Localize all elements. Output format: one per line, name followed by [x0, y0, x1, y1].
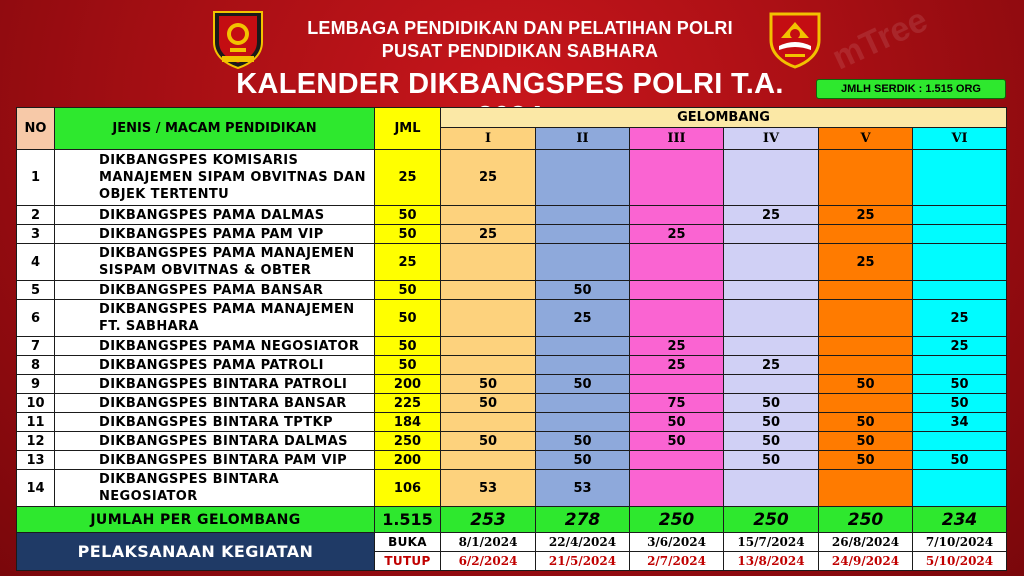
wave-iv-value — [724, 225, 819, 244]
education-type — [55, 281, 375, 300]
wave-iii-value: 25 — [630, 356, 724, 375]
summary-wave-ii: 278 — [536, 507, 630, 533]
wave-vi-value: 50 — [913, 375, 1007, 394]
buka-date-v: 26/8/2024 — [819, 533, 913, 552]
row-number: 7 — [17, 337, 55, 356]
row-number: 2 — [17, 206, 55, 225]
wave-ii-value: 53 — [536, 470, 630, 507]
wave-i-value: 50 — [441, 394, 536, 413]
wave-v-value: 25 — [819, 244, 913, 281]
summary-row — [17, 507, 1007, 533]
tutup-date-i: 6/2/2024 — [441, 552, 536, 571]
wave-iii-value — [630, 281, 724, 300]
table-row — [17, 375, 1007, 394]
wave-iv-value: 50 — [724, 394, 819, 413]
row-total: 25 — [375, 244, 441, 281]
wave-vi-value: 50 — [913, 451, 1007, 470]
education-type — [55, 206, 375, 225]
row-number: 4 — [17, 244, 55, 281]
row-total: 184 — [375, 413, 441, 432]
table-row — [17, 432, 1007, 451]
calendar-body — [17, 150, 1007, 507]
wave-ii-value — [536, 337, 630, 356]
row-total: 50 — [375, 206, 441, 225]
wave-v-value — [819, 225, 913, 244]
wave-v-value: 25 — [819, 206, 913, 225]
buka-date-iv: 15/7/2024 — [724, 533, 819, 552]
wave-iii-value: 50 — [630, 413, 724, 432]
wave-i-value — [441, 413, 536, 432]
wave-iv-value — [724, 300, 819, 337]
wave-iii-value: 25 — [630, 225, 724, 244]
education-type-line: OBJEK TERTENTU — [99, 187, 230, 202]
row-total: 106 — [375, 470, 441, 507]
watermark: mTree — [826, 0, 934, 78]
row-number: 11 — [17, 413, 55, 432]
education-type-line: DIKBANGSPES PAMA NEGOSIATOR — [99, 338, 360, 354]
header-wave-vi: VI — [913, 128, 1007, 150]
summary-wave-iv: 250 — [724, 507, 819, 533]
wave-i-value — [441, 300, 536, 337]
wave-i-value — [441, 451, 536, 470]
row-total: 50 — [375, 356, 441, 375]
row-total: 200 — [375, 375, 441, 394]
education-type — [55, 394, 375, 413]
summary-jml: 1.515 — [375, 507, 441, 533]
wave-vi-value — [913, 356, 1007, 375]
wave-v-value: 50 — [819, 451, 913, 470]
row-number: 3 — [17, 225, 55, 244]
education-type-line: SISPAM OBVITNAS & OBTER — [99, 263, 312, 278]
wave-iv-value — [724, 244, 819, 281]
education-type — [55, 244, 375, 281]
table-row — [17, 225, 1007, 244]
lemdiklat-logo — [210, 8, 266, 70]
wave-v-value: 50 — [819, 375, 913, 394]
wave-iii-value — [630, 375, 724, 394]
wave-iii-value — [630, 150, 724, 206]
wave-i-value: 53 — [441, 470, 536, 507]
wave-iv-value — [724, 337, 819, 356]
wave-iii-value — [630, 244, 724, 281]
table-row — [17, 150, 1007, 206]
page-header — [0, 0, 1024, 108]
wave-ii-value — [536, 356, 630, 375]
tutup-date-v: 24/9/2024 — [819, 552, 913, 571]
wave-i-value — [441, 244, 536, 281]
wave-vi-value — [913, 150, 1007, 206]
education-type-line: MANAJEMEN SIPAM OBVITNAS DAN — [99, 170, 366, 185]
wave-ii-value — [536, 225, 630, 244]
wave-i-value — [441, 356, 536, 375]
education-type-line: DIKBANGSPES KOMISARIS — [99, 153, 299, 168]
wave-vi-value — [913, 281, 1007, 300]
education-type-line: DIKBANGSPES BINTARA PATROLI — [99, 376, 348, 392]
wave-iv-value: 50 — [724, 413, 819, 432]
wave-i-value: 50 — [441, 432, 536, 451]
wave-i-value — [441, 281, 536, 300]
institution-name: LEMBAGA PENDIDIKAN DAN PELATIHAN POLRI — [307, 18, 733, 38]
table-row — [17, 394, 1007, 413]
row-number: 8 — [17, 356, 55, 375]
row-total: 50 — [375, 300, 441, 337]
education-type — [55, 337, 375, 356]
wave-i-value — [441, 206, 536, 225]
row-total: 50 — [375, 337, 441, 356]
wave-i-value — [441, 337, 536, 356]
wave-iv-value: 50 — [724, 451, 819, 470]
education-type — [55, 451, 375, 470]
wave-iii-value: 50 — [630, 432, 724, 451]
education-type-line: DIKBANGSPES BINTARA BANSAR — [99, 395, 347, 411]
calendar-table — [16, 107, 1007, 571]
header-wave-i: I — [441, 128, 536, 150]
buka-date-vi: 7/10/2024 — [913, 533, 1007, 552]
wave-iii-value — [630, 206, 724, 225]
wave-vi-value — [913, 206, 1007, 225]
wave-i-value: 50 — [441, 375, 536, 394]
tutup-date-ii: 21/5/2024 — [536, 552, 630, 571]
tutup-date-iii: 2/7/2024 — [630, 552, 724, 571]
buka-date-ii: 22/4/2024 — [536, 533, 630, 552]
center-name: PUSAT PENDIDIKAN SABHARA — [381, 41, 659, 61]
row-number: 5 — [17, 281, 55, 300]
education-type-line: DIKBANGSPES BINTARA DALMAS — [99, 433, 348, 449]
table-row — [17, 337, 1007, 356]
education-type — [55, 356, 375, 375]
header-wave-iv: IV — [724, 128, 819, 150]
header-gelombang: GELOMBANG — [441, 108, 1007, 128]
wave-v-value — [819, 337, 913, 356]
wave-vi-value: 25 — [913, 337, 1007, 356]
row-number: 1 — [17, 150, 55, 206]
row-number: 6 — [17, 300, 55, 337]
wave-v-value — [819, 281, 913, 300]
header-wave-ii: II — [536, 128, 630, 150]
summary-label: JUMLAH PER GELOMBANG — [17, 507, 375, 533]
wave-vi-value: 25 — [913, 300, 1007, 337]
wave-iv-value — [724, 150, 819, 206]
wave-v-value — [819, 150, 913, 206]
wave-ii-value: 50 — [536, 432, 630, 451]
pelaksanaan-label: PELAKSANAAN KEGIATAN — [17, 533, 375, 571]
row-total: 225 — [375, 394, 441, 413]
education-type — [55, 300, 375, 337]
row-total: 25 — [375, 150, 441, 206]
row-number: 13 — [17, 451, 55, 470]
row-number: 10 — [17, 394, 55, 413]
wave-iv-value: 25 — [724, 206, 819, 225]
wave-vi-value — [913, 432, 1007, 451]
row-total: 50 — [375, 281, 441, 300]
row-number: 9 — [17, 375, 55, 394]
row-number: 12 — [17, 432, 55, 451]
table-row — [17, 244, 1007, 281]
tutup-label: TUTUP — [375, 552, 441, 571]
row-total: 50 — [375, 225, 441, 244]
education-type-line: DIKBANGSPES PAMA BANSAR — [99, 282, 324, 298]
header-wave-iii: III — [630, 128, 724, 150]
summary-wave-v: 250 — [819, 507, 913, 533]
wave-i-value: 25 — [441, 225, 536, 244]
education-type — [55, 413, 375, 432]
wave-ii-value — [536, 206, 630, 225]
row-number: 14 — [17, 470, 55, 507]
summary-wave-vi: 234 — [913, 507, 1007, 533]
buka-date-i: 8/1/2024 — [441, 533, 536, 552]
education-type-line: DIKBANGSPES PAMA MANAJEMEN — [99, 302, 355, 317]
page-title: KALENDER DIKBANGSPES POLRI T.A. — [236, 68, 784, 100]
education-type-line: DIKBANGSPES PAMA PAM VIP — [99, 226, 324, 242]
buka-row — [17, 533, 1007, 552]
wave-i-value: 25 — [441, 150, 536, 206]
table-row — [17, 356, 1007, 375]
wave-iv-value: 50 — [724, 432, 819, 451]
wave-v-value: 50 — [819, 413, 913, 432]
row-total: 250 — [375, 432, 441, 451]
education-type-line: DIKBANGSPES BINTARA TPTKP — [99, 414, 333, 430]
summary-wave-iii: 250 — [630, 507, 724, 533]
wave-ii-value — [536, 394, 630, 413]
header-wave-v: V — [819, 128, 913, 150]
table-row — [17, 206, 1007, 225]
wave-v-value — [819, 300, 913, 337]
serdik-total-badge: JMLH SERDIK : 1.515 ORG — [816, 79, 1006, 99]
wave-iii-value — [630, 300, 724, 337]
table-row — [17, 300, 1007, 337]
wave-ii-value: 50 — [536, 451, 630, 470]
summary-wave-i: 253 — [441, 507, 536, 533]
education-type — [55, 470, 375, 507]
wave-ii-value — [536, 244, 630, 281]
education-type-line: DIKBANGSPES BINTARA PAM VIP — [99, 452, 348, 468]
wave-vi-value — [913, 244, 1007, 281]
table-row — [17, 451, 1007, 470]
wave-iv-value: 25 — [724, 356, 819, 375]
header-jml: JML — [375, 108, 441, 150]
wave-iii-value — [630, 451, 724, 470]
wave-ii-value: 50 — [536, 375, 630, 394]
header-no: NO — [17, 108, 55, 150]
table-row — [17, 470, 1007, 507]
education-type-line: DIKBANGSPES PAMA DALMAS — [99, 207, 325, 223]
table-row — [17, 281, 1007, 300]
row-total: 200 — [375, 451, 441, 470]
wave-vi-value — [913, 470, 1007, 507]
education-type-line: NEGOSIATOR — [99, 489, 198, 504]
wave-v-value — [819, 394, 913, 413]
wave-v-value: 50 — [819, 432, 913, 451]
wave-vi-value: 34 — [913, 413, 1007, 432]
wave-ii-value: 50 — [536, 281, 630, 300]
wave-iv-value — [724, 281, 819, 300]
table-row — [17, 413, 1007, 432]
education-type-line: DIKBANGSPES BINTARA — [99, 472, 280, 487]
wave-iii-value — [630, 470, 724, 507]
tutup-date-vi: 5/10/2024 — [913, 552, 1007, 571]
tutup-date-iv: 13/8/2024 — [724, 552, 819, 571]
buka-date-iii: 3/6/2024 — [630, 533, 724, 552]
education-type-line: DIKBANGSPES PAMA MANAJEMEN — [99, 246, 355, 261]
sabhara-logo — [767, 8, 823, 70]
wave-iv-value — [724, 470, 819, 507]
wave-vi-value — [913, 225, 1007, 244]
wave-ii-value — [536, 150, 630, 206]
wave-iii-value: 75 — [630, 394, 724, 413]
buka-label: BUKA — [375, 533, 441, 552]
education-type — [55, 150, 375, 206]
wave-v-value — [819, 356, 913, 375]
education-type-line: FT. SABHARA — [99, 319, 199, 334]
education-type — [55, 225, 375, 244]
education-type — [55, 432, 375, 451]
wave-vi-value: 50 — [913, 394, 1007, 413]
wave-ii-value — [536, 413, 630, 432]
wave-iv-value — [724, 375, 819, 394]
education-type — [55, 375, 375, 394]
education-type-line: DIKBANGSPES PAMA PATROLI — [99, 357, 324, 373]
wave-ii-value: 25 — [536, 300, 630, 337]
header-jenis: JENIS / MACAM PENDIDIKAN — [55, 108, 375, 150]
wave-iii-value: 25 — [630, 337, 724, 356]
wave-v-value — [819, 470, 913, 507]
